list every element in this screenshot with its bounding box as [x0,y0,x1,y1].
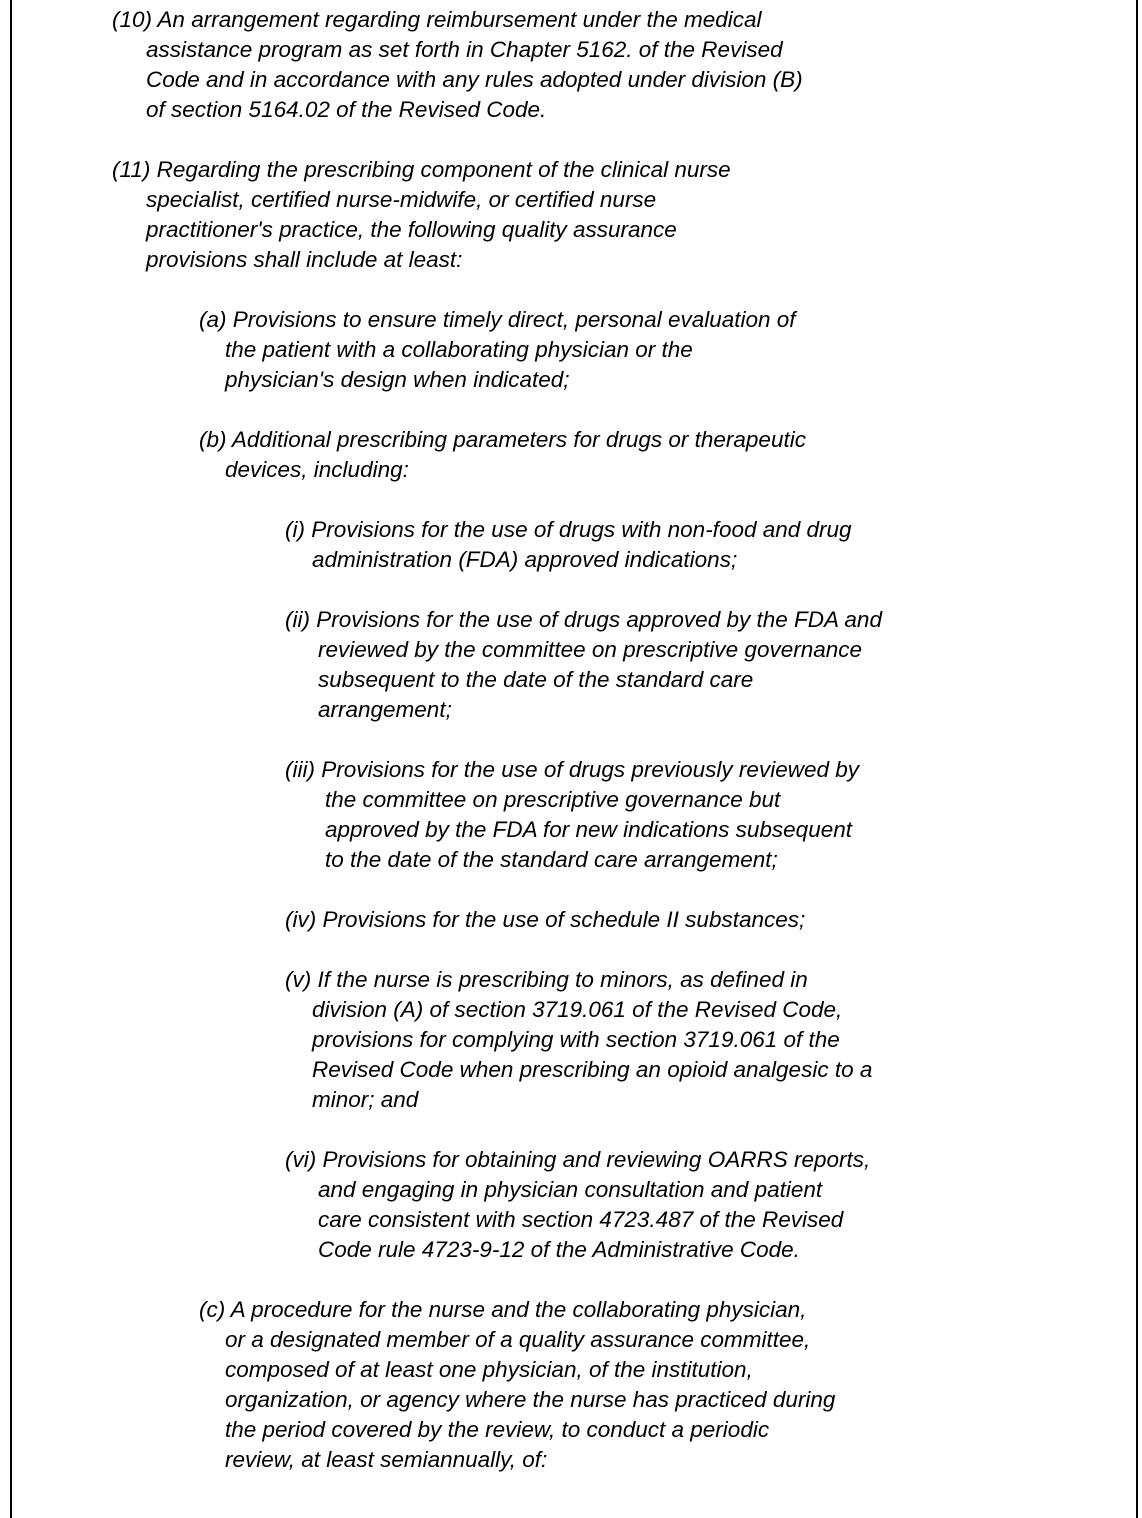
paragraph-line: or a designated member of a quality assurance committee, [225,1327,811,1352]
paragraph-11b-v [285,965,872,1115]
paragraph-line: (b) Additional prescribing parameters for drugs or therapeutic [199,427,806,452]
paragraph-line: (c) A procedure for the nurse and the collaborating physician, [199,1297,807,1322]
paragraph-line: provisions for complying with section 3719.061 of the [312,1027,840,1052]
paragraph-line: composed of at least one physician, of the institution, [225,1357,753,1382]
paragraph-line: reviewed by the committee on prescriptive governance [318,637,863,662]
paragraph-11b-iv [285,905,805,935]
paragraph-line: (10) An arrangement regarding reimbursement under the medical [112,7,762,32]
paragraph-line: (iii) Provisions for the use of drugs previously reviewed by [285,757,859,782]
paragraph-line: administration (FDA) approved indications; [312,547,738,572]
paragraph-line: minor; and [312,1087,419,1112]
paragraph-11a [199,305,796,395]
paragraph-line: of section 5164.02 of the Revised Code. [146,97,547,122]
paragraph-line: and engaging in physician consultation and patient [318,1177,823,1202]
paragraph-line: Code rule 4723-9-12 of the Administrative Code. [318,1237,800,1262]
paragraph-line: subsequent to the date of the standard care [318,667,754,692]
paragraph-line: physician's design when indicated; [225,367,570,392]
paragraph-line: (a) Provisions to ensure timely direct, personal evaluation of [199,307,796,332]
paragraph-line: organization, or agency where the nurse has practiced during [225,1387,836,1412]
paragraph-line: Code and in accordance with any rules adopted under division (B) [146,67,803,92]
paragraph-line: (v) If the nurse is prescribing to minors, as defined in [285,967,808,992]
paragraph-line: the patient with a collaborating physician or the [225,337,693,362]
paragraph-line: arrangement; [318,697,452,722]
paragraph-line: division (A) of section 3719.061 of the Revised Code, [312,997,843,1022]
paragraph-line: (vi) Provisions for obtaining and reviewing OARRS reports, [285,1147,871,1172]
paragraph-line: (iv) Provisions for the use of schedule II substances; [285,907,806,932]
paragraph-10 [112,5,803,125]
paragraph-line: specialist, certified nurse-midwife, or certified nurse [146,187,657,212]
paragraph-line: approved by the FDA for new indications subsequent [325,817,852,842]
paragraph-line: review, at least semiannually, of: [225,1447,548,1472]
paragraph-line: assistance program as set forth in Chapter 5162. of the Revised [146,37,783,62]
paragraph-11b-iii [285,755,859,875]
paragraph-11b-i [285,515,852,575]
paragraph-11c [199,1295,835,1475]
paragraph-line: provisions shall include at least: [146,247,463,272]
paragraph-line: Revised Code when prescribing an opioid analgesic to a [312,1057,873,1082]
paragraph-line: (ii) Provisions for the use of drugs approved by the FDA and [285,607,882,632]
paragraph-11b-vi [285,1145,870,1265]
paragraph-line: (i) Provisions for the use of drugs with non-food and drug [285,517,852,542]
paragraph-line: devices, including: [225,457,409,482]
paragraph-line: care consistent with section 4723.487 of the Revised [318,1207,844,1232]
paragraph-line: the period covered by the review, to conduct a periodic [225,1417,770,1442]
paragraph-line: to the date of the standard care arrangement; [325,847,778,872]
paragraph-line: (11) Regarding the prescribing component of the clinical nurse [112,157,731,182]
paragraph-line: the committee on prescriptive governance but [325,787,781,812]
paragraph-11b-ii [285,605,882,725]
paragraph-11b [199,425,806,485]
paragraph-11 [112,155,731,275]
paragraph-line: practitioner's practice, the following quality assurance [146,217,677,242]
